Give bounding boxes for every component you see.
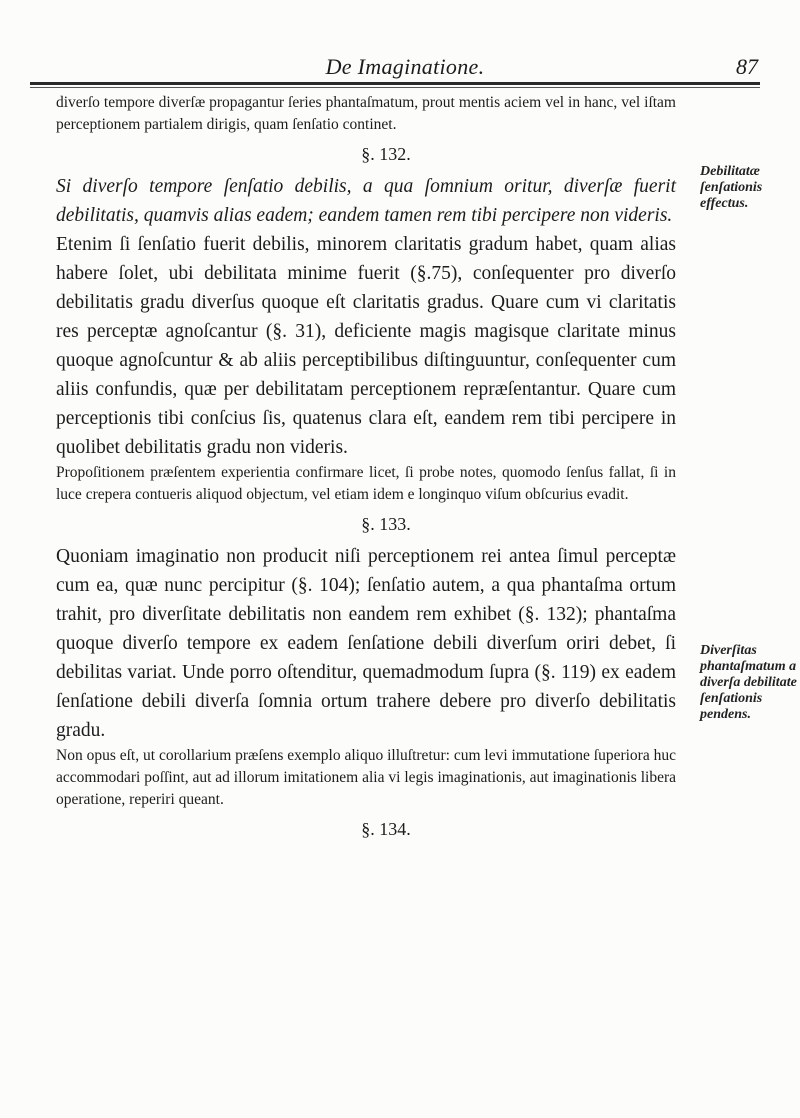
header-rule bbox=[30, 82, 760, 85]
page-header bbox=[40, 8, 770, 79]
paragraph-small: diverſo tempore diverſæ propagantur ſeries phantaſmatum, prout mentis aciem vel in hanc, vel iſtam perceptionem partialem dirigis, quam ſenſatio continet. bbox=[56, 94, 676, 133]
proposition: Si diverſo tempore ſenſatio debilis, a qua ſomnium oritur, diverſæ fuerit debilitatis, quamvis alias eadem; eandem tamen rem tibi percipere non videris. bbox=[56, 176, 676, 226]
section-heading: §. 133. bbox=[361, 514, 411, 534]
section-heading: §. 134. bbox=[361, 819, 411, 839]
page-number: 87 bbox=[736, 54, 758, 79]
margin-note: Diverſitas phantaſmatum a diverſa debilitate ſenſationis pendens. bbox=[700, 643, 797, 722]
paragraph: Quoniam imaginatio non producit niſi perceptionem rei antea ſimul perceptæ cum ea, quæ nunc percipitur (§. 104); ſenſatio autem, a qua phantaſma ortum trahit, pro diverſitate debilitatis non eandem rem exhibet (§. 132); phantaſma quoque diverſo tempore ex eadem ſenſatione debili diverſum oriri debet, ſi debilitas variat. Unde porro oſtenditur, quemadmodum ſupra (§. 119) ex eadem ſenſatione debili diverſa ſomnia ortum trahere debere pro diverſo debilitatis gradu. bbox=[56, 546, 676, 741]
body-text bbox=[56, 92, 676, 847]
demonstration: Etenim ſi ſenſatio fuerit debilis, minorem claritatis gradum habet, quam alias habere ſolet, ubi debilitata minime fuerit (§.75), conſequenter pro diverſo debilitatis gradu diverſus quoque eſt claritatis gradus. Quare cum vi claritatis res perceptæ agnoſcantur (§. 31), deficiente magis magisque claritate minus quoque agnoſcuntur & ab aliis perceptibilibus diſtinguuntur, conſequenter cum aliis confundis, quæ per debilitatam perceptionem repræſentantur. Quare cum perceptionis tibi conſcius ſis, quatenus clara eſt, eandem rem tibi percipere in quolibet debilitatis gradu non videris. bbox=[56, 234, 676, 458]
margin-note: Debilitatæ ſenſationis effectus. bbox=[700, 164, 763, 211]
section-heading: §. 132. bbox=[361, 144, 411, 164]
header-rule-thin bbox=[30, 87, 760, 88]
running-title: De Imaginatione. bbox=[325, 54, 485, 79]
scholium: Propoſitionem præſentem experientia confirmare licet, ſi probe notes, quomodo ſenſus fallat, ſi in luce crepera contueris aliquod objectum, vel etiam idem e longinquo viſum obſcurius evadit. bbox=[56, 464, 676, 503]
note: Non opus eſt, ut corollarium præſens exemplo aliquo illuſtretur: cum levi immutatione ſuperiora huc accommodari poſſint, aut ad illorum imitationem alia vi legis imaginationis, aut imaginationis libera operatione, reperiri queant. bbox=[56, 747, 676, 808]
